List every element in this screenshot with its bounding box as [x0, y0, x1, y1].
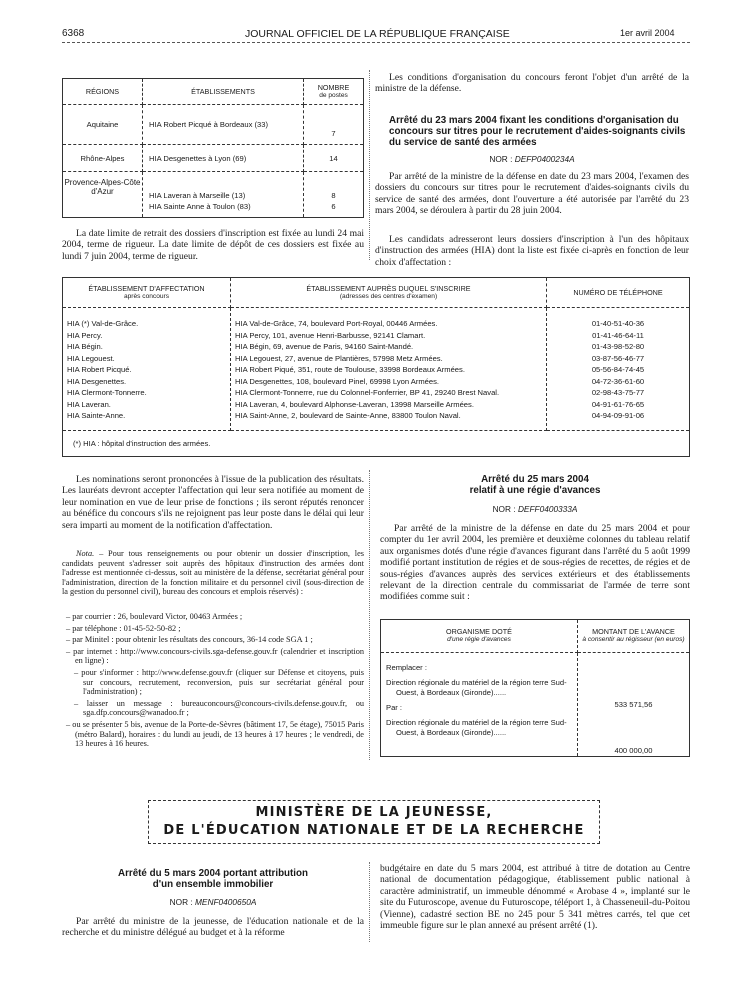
column-divider	[369, 862, 370, 942]
table-cell: 04-72-36-61-60	[591, 376, 645, 386]
table-row: Remplacer : Direction régionale du matériel de la région terre Sud-Ouest, à Bordeaux (Gironde)...... Par : Direction régionale du matériel de la région terre Sud-Ouest, à Bordeaux (Gironde)...... 533 571,56 400 000,00	[381, 653, 690, 757]
dates-paragraph: La date limite de retrait des dossiers d'inscription est fixée au lundi 24 mai 2004, terme de rigueur. La date limite de dépôt de ces dossiers est fixée au lundi 7 juin 2004, terme de rigueur.	[62, 228, 364, 262]
table-cell: 05-56-84-74-45	[591, 365, 645, 374]
decree-paragraph-continued: budgétaire en date du 5 mars 2004, est attribué à titre de dotation au Centre national de documentation pédagogique, établissement public national à caractère administratif, un immeuble dénommé « Arobase 4 », implanté sur le site du Futuroscope, avenue du Futuroscope, téléport 1, à Chasseneuil-du-Poitou (Vienne), cadastré section BE no 245 pour 5 341 mètres carrés, tel que cet immeuble figure sur le plan annexé au présent arrêté (1).	[380, 863, 690, 932]
col-header: MONTANT DE L'AVANCE à consentir au régisseur (en euros)	[578, 620, 690, 653]
col-header: ORGANISME DOTÉ d'une régie d'avances	[381, 620, 578, 653]
col-header: NOMBRE de postes	[304, 79, 364, 105]
decree-title: Arrêté du 5 mars 2004 portant attribution d'un ensemble immobilier	[118, 868, 308, 890]
issue-date: 1er avril 2004	[620, 28, 675, 38]
nor-reference: NOR : DEFP0400234A	[489, 154, 575, 164]
column-divider	[369, 70, 370, 260]
table-cell: 01-40-51-40-36	[591, 319, 645, 328]
table-cell: HIA Desgenettes, 108, boulevard Pinel, 69998 Lyon Armées.	[235, 376, 440, 386]
ministry-heading: MINISTÈRE DE LA JEUNESSE, DE L'ÉDUCATION NATIONALE ET DE LA RECHERCHE	[148, 800, 600, 844]
table-cell: HIA Bégin.	[67, 342, 103, 351]
header-rule	[62, 42, 690, 43]
table-cell: 03-87-56-46-77	[591, 353, 645, 363]
regions-table	[62, 78, 364, 218]
table-cell: 01-41-46-64-11	[592, 330, 644, 340]
decree-paragraph: Par arrêté de la ministre de la défense en date du 25 mars 2004 et pour compter du 1er avril 2004, les première et deuxième colonnes du tableau relatif aux organismes dotés d'une régie d'avances figurant dans l'arrêté du 5 août 1999 modifié portant institution de régies et de sous-régies de recettes, de régies et de sous-régies d'avances auprès des services extérieurs et des établissements relevant de la direction centrale du commissariat de l'armée de terre sont modifiées comme suit :	[380, 523, 690, 603]
footnote: (*) HIA : hôpital d'instruction des armées.	[63, 431, 690, 457]
column-divider	[369, 470, 370, 760]
contact-list	[66, 612, 364, 751]
hospitals-table	[62, 277, 690, 457]
table-cell: HIA Robert Picqué.	[67, 365, 132, 374]
decree-title: Arrêté du 23 mars 2004 fixant les conditions d'organisation du concours sur titres pour le recrutement d'aides-soignants civils du service de santé des armées	[389, 115, 686, 148]
candidates-paragraph: Les candidats adresseront leurs dossiers d'inscription à l'un des hôpitaux d'instruction des armées (HIA) dont la liste est fixée ci-après en fonction de leur choix d'affectation :	[375, 234, 689, 268]
list-item: – par téléphone : 01-45-52-50-82 ;	[66, 623, 181, 633]
table-cell: HIA Bégin, 69, avenue de Paris, 94160 Saint-Mandé.	[235, 342, 414, 351]
col-header: NUMÉRO DE TÉLÉPHONE	[547, 278, 690, 308]
page-number: 6368	[62, 28, 85, 39]
col-header: ÉTABLISSEMENTS	[143, 79, 304, 105]
decree-paragraph: Par arrêté de la ministre de la défense en date du 23 mars 2004, l'examen des dossiers du concours sur titres pour le recrutement d'aides-soignants civils du service de santé des armées, dont l'ouverture a été autorisée par l'arrêté du 23 mars 2004, se déroulera à partir du 28 juin 2004.	[375, 171, 689, 217]
nor-reference: NOR : DEFF0400333A	[492, 504, 578, 514]
table-cell: HIA Desgenettes.	[67, 376, 127, 386]
list-item: – par Minitel : pour obtenir les résultats des concours, 36-14 code SGA 1 ;	[66, 635, 313, 645]
table-cell: 04-94-09-91-06	[591, 411, 645, 420]
table-cell: HIA Sainte-Anne.	[67, 411, 126, 420]
table-cell: HIA Legouest.	[67, 353, 115, 363]
list-item: – par courrier : 26, boulevard Victor, 00463 Armées ;	[66, 612, 243, 621]
conditions-paragraph: Les conditions d'organisation du concours feront l'objet d'un arrêté de la ministre de la défense.	[375, 72, 689, 95]
table-cell: 04-91-61-76-65	[591, 399, 645, 409]
list-item: – par internet : http://www.concours-civils.sga-defense.gouv.fr (calendrier et inscription en ligne) :	[66, 646, 364, 666]
table-cell: 02-98-43-75-77	[591, 388, 645, 397]
col-header: ÉTABLISSEMENT D'AFFECTATION après concours	[63, 278, 231, 308]
table-row: Aquitaine HIA Robert Picqué à Bordeaux (33) 7	[63, 105, 364, 145]
decree-paragraph: Par arrêté du ministre de la jeunesse, de l'éducation nationale et de la recherche et du ministre délégué au budget et à la réforme	[62, 916, 364, 939]
list-item: – ou se présenter 5 bis, avenue de la Porte-de-Sèvres (bâtiment 17, 5e étage), 75015 Paris (métro Balard), horaires : du lundi au jeudi, de 13 heures à 17 heures ; le vendredi, de 13 heures à 16 heures.	[66, 719, 364, 749]
table-row: Provence-Alpes-Côte d'Azur HIA Laveran à Marseille (13) HIA Sainte Anne à Toulon (83) 8 6	[63, 172, 364, 218]
table-cell: HIA (*) Val-de-Grâce.	[67, 319, 139, 328]
col-header: RÉGIONS	[63, 79, 143, 105]
nor-reference: NOR : MENF0400650A	[169, 897, 257, 907]
col-header: ÉTABLISSEMENT AUPRÈS DUQUEL S'INSCRIRE (adresses des centres d'examen)	[231, 278, 547, 308]
table-cell: HIA Saint-Anne, 2, boulevard de Sainte-Anne, 83800 Toulon Naval.	[235, 411, 461, 420]
table-cell: HIA Legouest, 27, avenue de Plantières, 57998 Metz Armées.	[235, 353, 443, 363]
table-cell: HIA Percy, 101, avenue Henri-Barbusse, 92141 Clamart.	[235, 330, 426, 340]
table-cell: HIA Clermont-Tonnerre.	[67, 388, 147, 397]
table-cell: 01-43-98-52-80	[591, 342, 645, 351]
decree-title: Arrêté du 25 mars 2004 relatif à une régie d'avances	[469, 474, 601, 496]
advance-table	[380, 619, 690, 757]
table-cell: HIA Val-de-Grâce, 74, boulevard Port-Royal, 00446 Armées.	[235, 319, 438, 328]
nota-paragraph: Nota. – Pour tous renseignements ou pour obtenir un dossier d'inscription, les candidats peuvent s'adresser soit auprès des hôpitaux d'instruction des armées dont l'adresse est mentionnée ci-dessus, soit au ministère de la défense, secrétariat général pour l'administration, direction de la fonction militaire et du personnel civil (sous-direction de la gestion du personnel civil), bureau des concours et emplois réservés) :	[62, 549, 364, 597]
table-row: Rhône-Alpes HIA Desgenettes à Lyon (69) 14	[63, 145, 364, 172]
table-cell: HIA Percy.	[67, 330, 103, 340]
list-item: – pour s'informer : http://www.defense.gouv.fr (cliquer sur Défense et citoyens, puis sur concours, recrutement, reconversion, puis sur secrétariat général pour l'administration) ;	[74, 667, 364, 697]
journal-title: JOURNAL OFFICIEL DE LA RÉPUBLIQUE FRANÇAISE	[245, 28, 510, 40]
nominations-paragraph: Les nominations seront prononcées à l'issue de la publication des résultats. Les lauréats devront accepter l'affectation qui leur sera notifiée au moment de leur nomination en vue de leur prise de fonctions ; ils seront réputés renoncer au bénéfice du concours s'ils ne rejoignent pas leur poste dans le délai qui leur sera imparti au moment de la notification d'affectation.	[62, 474, 364, 531]
table-cell: HIA Robert Piqué, 351, route de Toulouse, 33998 Bordeaux Armées.	[235, 365, 465, 374]
table-cell: HIA Clermont-Tonnerre, rue du Colonnel-Fonferrier, BP 41, 29240 Brest Naval.	[235, 388, 500, 397]
table-cell: HIA Laveran.	[67, 399, 111, 409]
list-item: – laisser un message : bureauconcours@concours-civils.defense.gouv.fr, ou sga.dfp.concours@wanadoo.fr ;	[74, 698, 364, 718]
table-cell: HIA Laveran, 4, boulevard Alphonse-Laveran, 13998 Marseille Armées.	[235, 399, 474, 409]
